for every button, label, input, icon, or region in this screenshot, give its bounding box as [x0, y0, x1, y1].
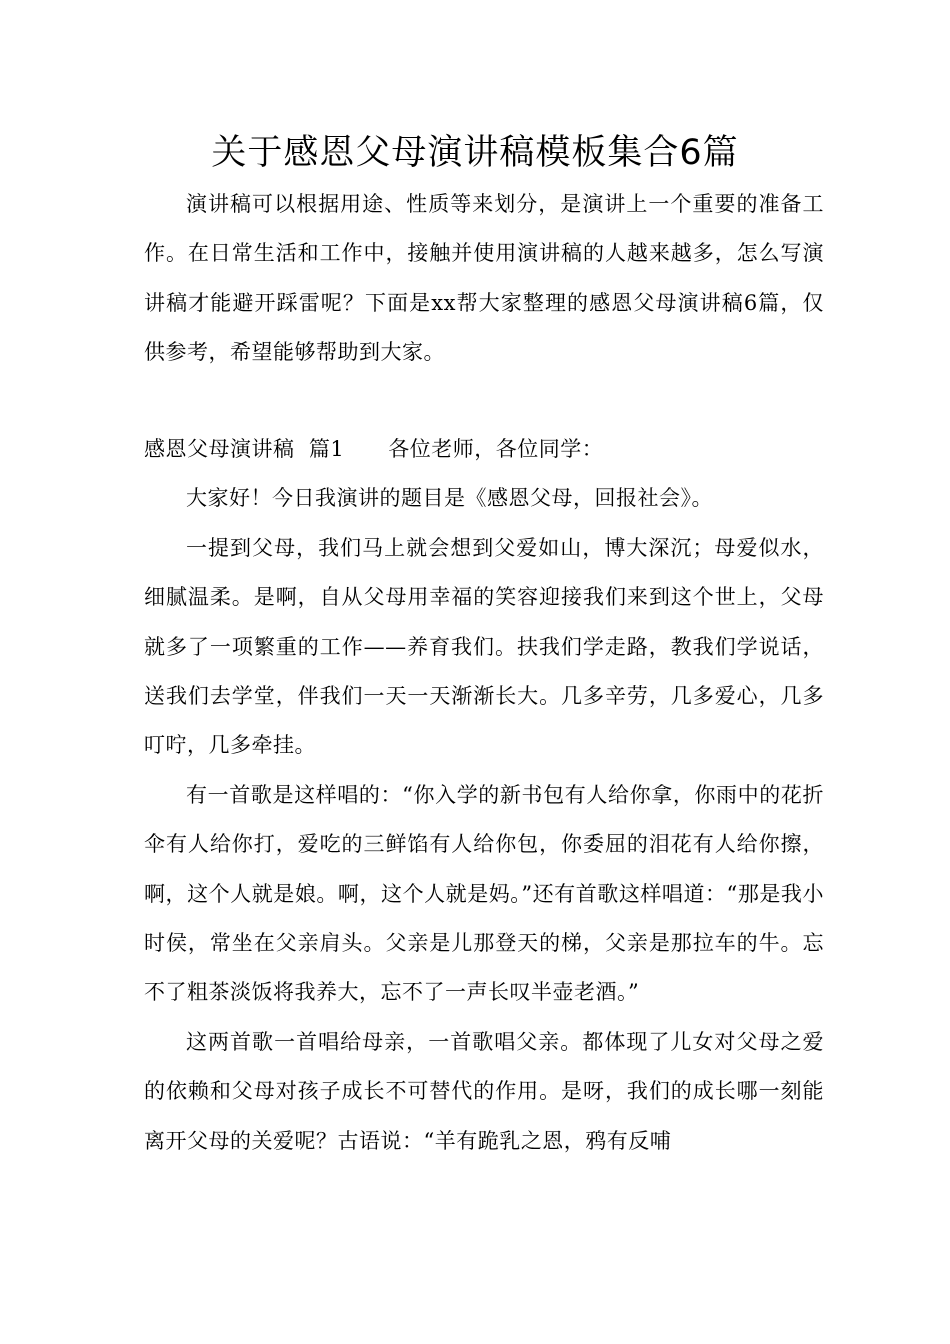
- section-1: [144, 425, 824, 1166]
- section-heading-row: [144, 425, 824, 474]
- paragraph: 有一首歌是这样唱的：“你入学的新书包有人给你拿，你雨中的花折伞有人给你打，爱吃的三鲜馅有人给你包，你委屈的泪花有人给你擦，啊，这个人就是娘。啊，这个人就是妈。”还有首歌这样唱道：“那是我小时侯，常坐在父亲肩头。父亲是儿那登天的梯，父亲是那拉车的牛。忘不了粗茶淡饭将我养大，忘不了一声长叹半壶老酒。”: [144, 782, 824, 1005]
- intro-block: [144, 180, 824, 378]
- paragraph: 大家好！今日我演讲的题目是《感恩父母，回报社会》。: [186, 486, 713, 511]
- section-heading: 感恩父母演讲稿 篇1: [144, 437, 345, 461]
- salutation: 各位老师，各位同学：: [388, 437, 604, 461]
- paragraph: 一提到父母，我们马上就会想到父爱如山，博大深沉；母爱似水，细腻温柔。是啊，自从父母用幸福的笑容迎接我们来到这个世上，父母就多了一项繁重的工作——养育我们。扶我们学走路，教我们学说话，送我们去学堂，伴我们一天一天渐渐长大。几多辛劳，几多爱心，几多叮咛，几多牵挂。: [144, 535, 824, 758]
- intro-paragraph: 演讲稿可以根据用途、性质等来划分，是演讲上一个重要的准备工作。在日常生活和工作中，接触并使用演讲稿的人越来越多，怎么写演讲稿才能避开踩雷呢？下面是xx帮大家整理的感恩父母演讲稿6篇，仅供参考，希望能够帮助到大家。: [144, 192, 824, 365]
- document-title: 关于感恩父母演讲稿模板集合6篇: [211, 133, 739, 173]
- paragraph: 这两首歌一首唱给母亲，一首歌唱父亲。都体现了儿女对父母之爱的依赖和父母对孩子成长不可替代的作用。是呀，我们的成长哪一刻能离开父母的关爱呢？古语说：“羊有跪乳之恩，鸦有反哺: [144, 1029, 824, 1153]
